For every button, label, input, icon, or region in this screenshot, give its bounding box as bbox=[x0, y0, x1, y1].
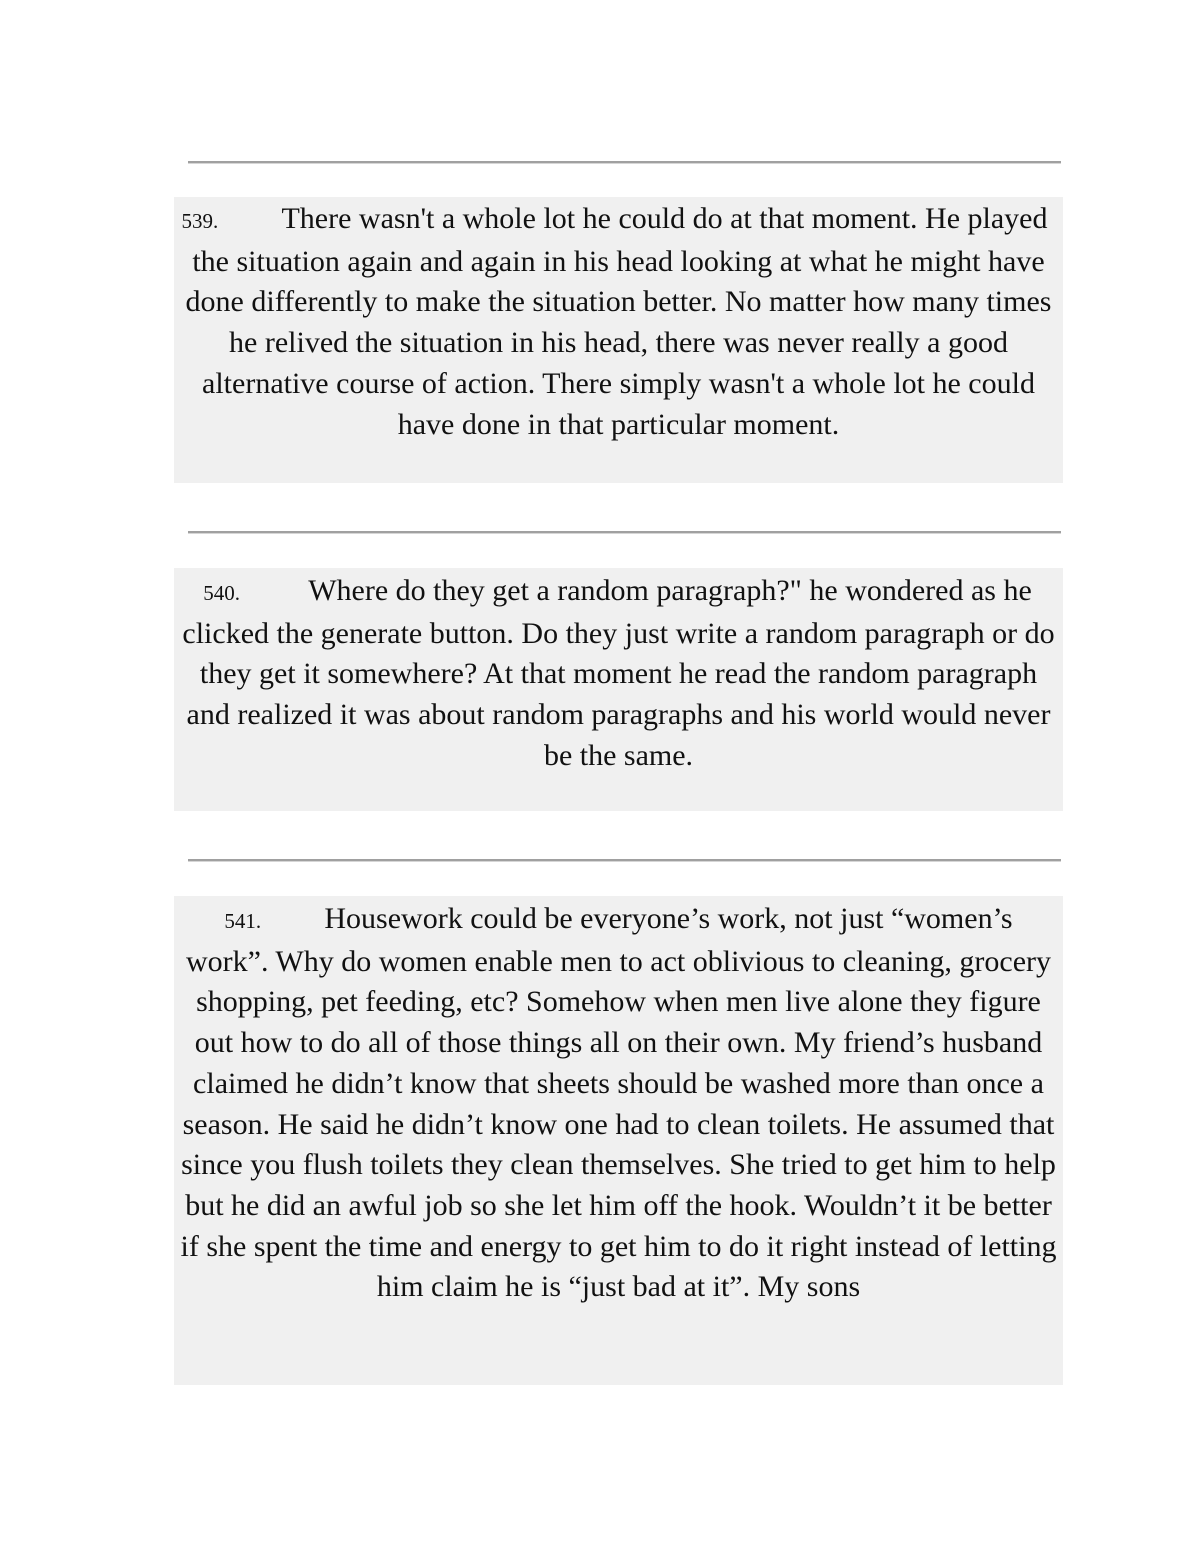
paragraph-entry bbox=[174, 896, 1063, 1385]
entry-number: 539. bbox=[181, 209, 219, 233]
entry-text: There wasn't a whole lot he could do at that moment. He played the situation again and again in his head looking at what he might have done differently to make the situation better. No matter how many times he relived the situation in his head, there was never really a good alternative course of action. There simply wasn't a whole lot he could have done in that particular moment. bbox=[185, 202, 1052, 441]
entry-text: Where do they get a random paragraph?" he wondered as he clicked the generate button. Do they just write a random paragraph or do they get it somewhere? At that moment he read the random paragraph and realized it was about random paragraphs and his world would never be the same. bbox=[182, 574, 1055, 772]
divider-rule bbox=[188, 161, 1061, 164]
entry-number: 541. bbox=[224, 909, 262, 933]
entry-text: Housework could be everyone’s work, not just “women’s work”. Why do women enable men to act oblivious to cleaning, grocery shopping, pet feeding, etc? Somehow when men live alone they figure out how to do all of those things all on their own. My friend’s husband claimed he didn’t know that sheets should be washed more than once a season. He said he didn’t know one had to clean toilets. He assumed that since you flush toilets they clean themselves. She tried to get him to help but he did an awful job so she let him off the hook. Wouldn’t it be better if she spent the time and energy to get him to do it right instead of letting him claim he is “just bad at it”. My sons bbox=[180, 902, 1057, 1304]
paragraph-entry bbox=[174, 568, 1063, 811]
divider-rule bbox=[188, 859, 1061, 862]
paragraph-entry bbox=[174, 197, 1063, 483]
entry-number: 540. bbox=[203, 581, 240, 605]
divider-rule bbox=[188, 531, 1061, 534]
